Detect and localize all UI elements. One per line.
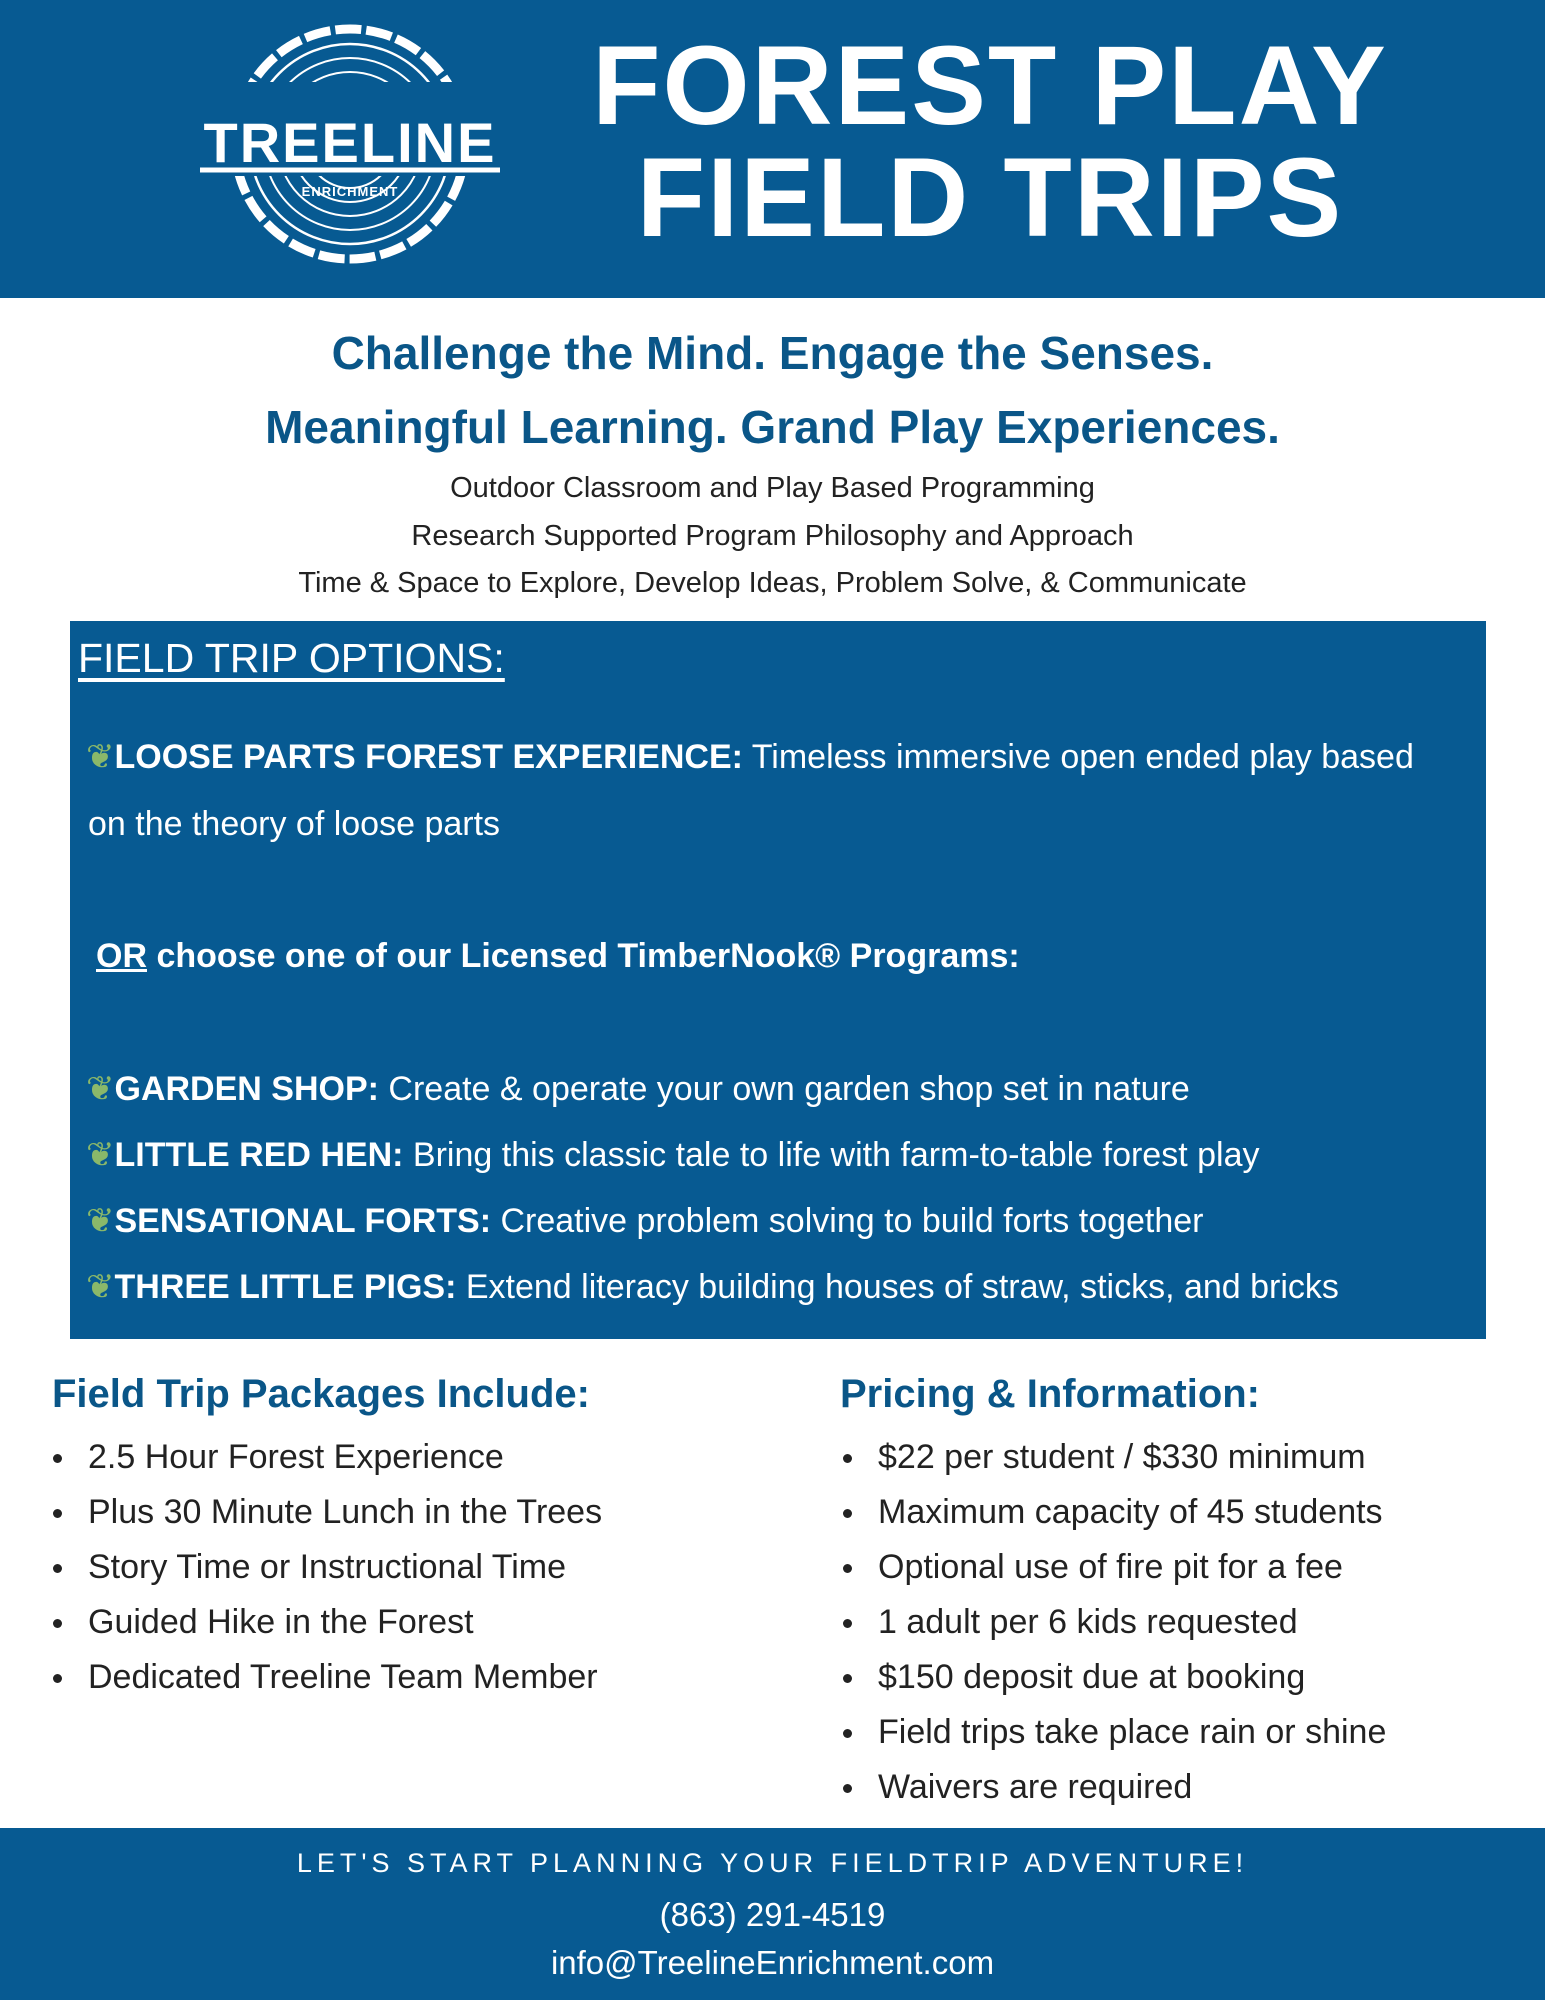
program-item [86, 1135, 1259, 1175]
header-banner [0, 0, 1545, 298]
page-title [540, 23, 1440, 260]
or-word: OR [96, 937, 147, 975]
program-title: GARDEN SHOP: [114, 1070, 379, 1108]
program-title: THREE LITTLE PIGS: [114, 1268, 457, 1306]
program-item [86, 1201, 1204, 1241]
title-line-2: FIELD TRIPS [636, 135, 1344, 260]
leaf-sprig-icon: ❦ [86, 1070, 115, 1108]
list-item: Guided Hike in the Forest [50, 1595, 602, 1650]
list-item: Optional use of fire pit for a fee [840, 1540, 1386, 1595]
logo-wordmark: TREELINE [203, 111, 497, 174]
footer-phone[interactable]: (863) 291-4519 [659, 1896, 886, 1933]
footer-banner [0, 1828, 1545, 2000]
list-item: 1 adult per 6 kids requested [840, 1595, 1386, 1650]
program-item [86, 1267, 1339, 1307]
subline-2: Research Supported Program Philosophy and Approach [411, 520, 1134, 552]
program-desc: Extend literacy building houses of straw, sticks, and bricks [456, 1268, 1339, 1306]
leaf-sprig-icon: ❦ [86, 1136, 115, 1174]
list-item: Field trips take place rain or shine [840, 1705, 1386, 1760]
subline-1: Outdoor Classroom and Play Based Programming [450, 472, 1095, 504]
option-loose-parts [86, 737, 1414, 777]
options-heading: FIELD TRIP OPTIONS: [78, 635, 505, 681]
leaf-sprig-icon: ❦ [86, 1202, 115, 1240]
timbernook-intro [96, 937, 1020, 976]
list-item: Dedicated Treeline Team Member [50, 1650, 602, 1705]
program-title: LITTLE RED HEN: [114, 1136, 404, 1174]
treeline-logo [195, 24, 505, 264]
leaf-sprig-icon: ❦ [86, 738, 115, 776]
list-item: Maximum capacity of 45 students [840, 1485, 1386, 1540]
packages-heading: Field Trip Packages Include: [52, 1372, 590, 1416]
footer-email[interactable]: info@TreelineEnrichment.com [550, 1944, 995, 1981]
pricing-list [840, 1430, 1386, 1815]
logo-subtitle: ENRICHMENT [301, 184, 399, 199]
list-item: $22 per student / $330 minimum [840, 1430, 1386, 1485]
pricing-heading: Pricing & Information: [840, 1372, 1260, 1416]
timbernook-intro-text: choose one of our Licensed TimberNook® Programs: [147, 937, 1020, 975]
option-desc: Timeless immersive open ended play based [742, 738, 1414, 776]
list-item: Story Time or Instructional Time [50, 1540, 602, 1595]
leaf-sprig-icon: ❦ [86, 1268, 115, 1306]
tagline-2: Meaningful Learning. Grand Play Experiences. [265, 401, 1280, 453]
field-trip-options-panel [70, 621, 1486, 1339]
footer-cta: LET'S START PLANNING YOUR FIELDTRIP ADVENTURE! [296, 1848, 1249, 1878]
list-item: 2.5 Hour Forest Experience [50, 1430, 602, 1485]
program-item [86, 1069, 1190, 1109]
program-desc: Creative problem solving to build forts together [491, 1202, 1204, 1240]
list-item: Waivers are required [840, 1760, 1386, 1815]
option-title: LOOSE PARTS FOREST EXPERIENCE: [114, 738, 743, 776]
packages-list [50, 1430, 602, 1705]
list-item: $150 deposit due at booking [840, 1650, 1386, 1705]
program-desc: Bring this classic tale to life with farm-to-table forest play [403, 1136, 1260, 1174]
title-line-1: FOREST PLAY [592, 23, 1388, 148]
program-desc: Create & operate your own garden shop set in nature [378, 1070, 1190, 1108]
list-item: Plus 30 Minute Lunch in the Trees [50, 1485, 602, 1540]
option-loose-parts-cont: on the theory of loose parts [88, 805, 501, 843]
program-title: SENSATIONAL FORTS: [114, 1202, 492, 1240]
tagline-1: Challenge the Mind. Engage the Senses. [331, 327, 1214, 379]
subline-3: Time & Space to Explore, Develop Ideas, Problem Solve, & Communicate [298, 567, 1247, 599]
